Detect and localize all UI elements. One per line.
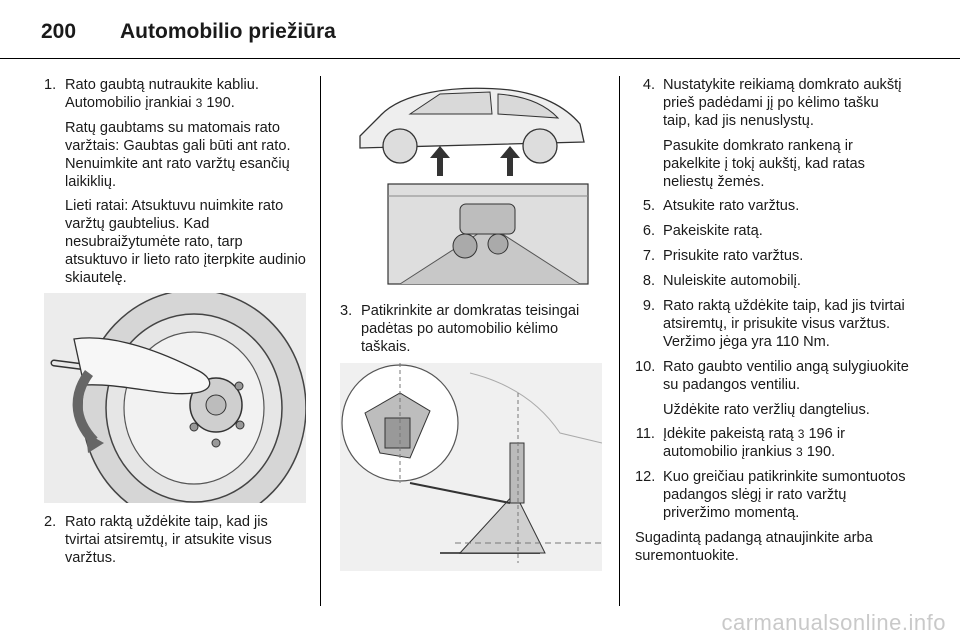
- step-2: [44, 513, 306, 567]
- step-number: 3.: [340, 303, 353, 319]
- step-10: [635, 358, 910, 394]
- wheel-illustration: [44, 293, 306, 503]
- step-10-note: Uždėkite rato veržlių dangtelius.: [663, 402, 870, 418]
- step-text: Nustatykite reikiamą domkrato aukštį prieš padėdami jį po kėlimo tašku taip, kad jis nenuslystų.: [663, 77, 902, 129]
- column-divider-1: [320, 76, 321, 606]
- closing-note: Sugadintą padangą atnaujinkite arba suremontuokite.: [635, 530, 873, 564]
- step-number: 8.: [642, 273, 655, 289]
- step-text: Patikrinkite ar domkratas teisingai padėtas po automobilio kėlimo taškais.: [361, 303, 580, 355]
- step-text: Atsukite rato varžtus.: [663, 198, 800, 214]
- step-text: Kuo greičiau patikrinkite sumontuotos padangos slėgį ir rato varžtų priveržimo momentą.: [663, 469, 906, 521]
- jack-detail-illustration: [340, 363, 602, 571]
- step-8: [635, 272, 910, 290]
- page-ref-icon: 3: [797, 427, 805, 441]
- step-number: 12.: [635, 469, 656, 485]
- step-number: 1.: [44, 77, 57, 93]
- step-7: [635, 247, 910, 265]
- column-divider-2: [619, 76, 620, 606]
- step-number: 7.: [642, 248, 655, 264]
- page-header: [0, 0, 960, 58]
- step-number: 4.: [642, 77, 655, 93]
- step-5: [635, 197, 910, 215]
- step-text: Nuleiskite automobilį.: [663, 273, 801, 289]
- step-9: [635, 297, 910, 351]
- jack-position-illustration: [340, 363, 602, 571]
- page-ref-icon: 3: [195, 96, 203, 110]
- step-text: Rato gaubto ventilio angą sulygiuokite su padangos ventiliu.: [663, 359, 909, 393]
- step-text: Įdėkite pakeistą ratą: [663, 426, 794, 442]
- step-number: 6.: [642, 223, 655, 239]
- page-ref[interactable]: 190.: [206, 95, 235, 111]
- step-number: 2.: [44, 514, 57, 530]
- column-3: [635, 76, 910, 571]
- wheel-wrench-illustration: [44, 293, 306, 503]
- car-lift-points-illustration: [340, 76, 602, 286]
- header-rule: [0, 58, 960, 59]
- step-6: [635, 222, 910, 240]
- watermark: carmanualsonline.info: [721, 610, 946, 635]
- step-1-note-2: Lieti ratai: Atsuktuvu nuimkite rato varžtų gaubtelius. Kad nesubraižytumėte rato, tarp atsuktuvo ir lieto rato įterpkite audinio skiautelę.: [65, 198, 306, 286]
- page-title: Automobilio priežiūra: [120, 20, 336, 43]
- step-4: [635, 76, 910, 130]
- step-text: Rato raktą uždėkite taip, kad jis tvirtai atsiremtų, ir prisukite visus varžtus. Veržimo jėga yra 110 Nm.: [663, 298, 905, 350]
- step-number: 10.: [635, 359, 656, 375]
- step-number: 9.: [642, 298, 655, 314]
- page-ref[interactable]: 190.: [806, 444, 836, 460]
- step-4-note: Pasukite domkrato rankeną ir pakelkite į tokį aukštį, kad ratas neliestų žemės.: [663, 138, 865, 190]
- column-2: [340, 76, 602, 571]
- step-11: [635, 425, 910, 461]
- step-text: Rato gaubtą nutraukite kabliu. Automobilio įrankiai: [65, 77, 259, 111]
- car-jack-illustration: [340, 76, 602, 286]
- step-3: [340, 302, 602, 356]
- page-ref[interactable]: 196 ir automobilio įrankius: [663, 426, 845, 460]
- step-text: Pakeiskite ratą.: [663, 223, 763, 239]
- step-number: 5.: [642, 198, 655, 214]
- column-1: [44, 76, 306, 574]
- step-number: 11.: [635, 426, 655, 442]
- step-1: [44, 76, 306, 112]
- page-ref-icon: 3: [796, 445, 803, 459]
- step-text: Rato raktą uždėkite taip, kad jis tvirtai atsiremtų, ir atsukite visus varžtus.: [65, 514, 272, 566]
- step-1-note-1: Ratų gaubtams su matomais rato varžtais: Gaubtas gali būti ant rato. Nenuimkite ant rato varžtų esančių laikiklių.: [65, 120, 291, 190]
- step-text: Prisukite rato varžtus.: [663, 248, 804, 264]
- step-12: [635, 468, 910, 522]
- page-number: 200: [41, 20, 77, 43]
